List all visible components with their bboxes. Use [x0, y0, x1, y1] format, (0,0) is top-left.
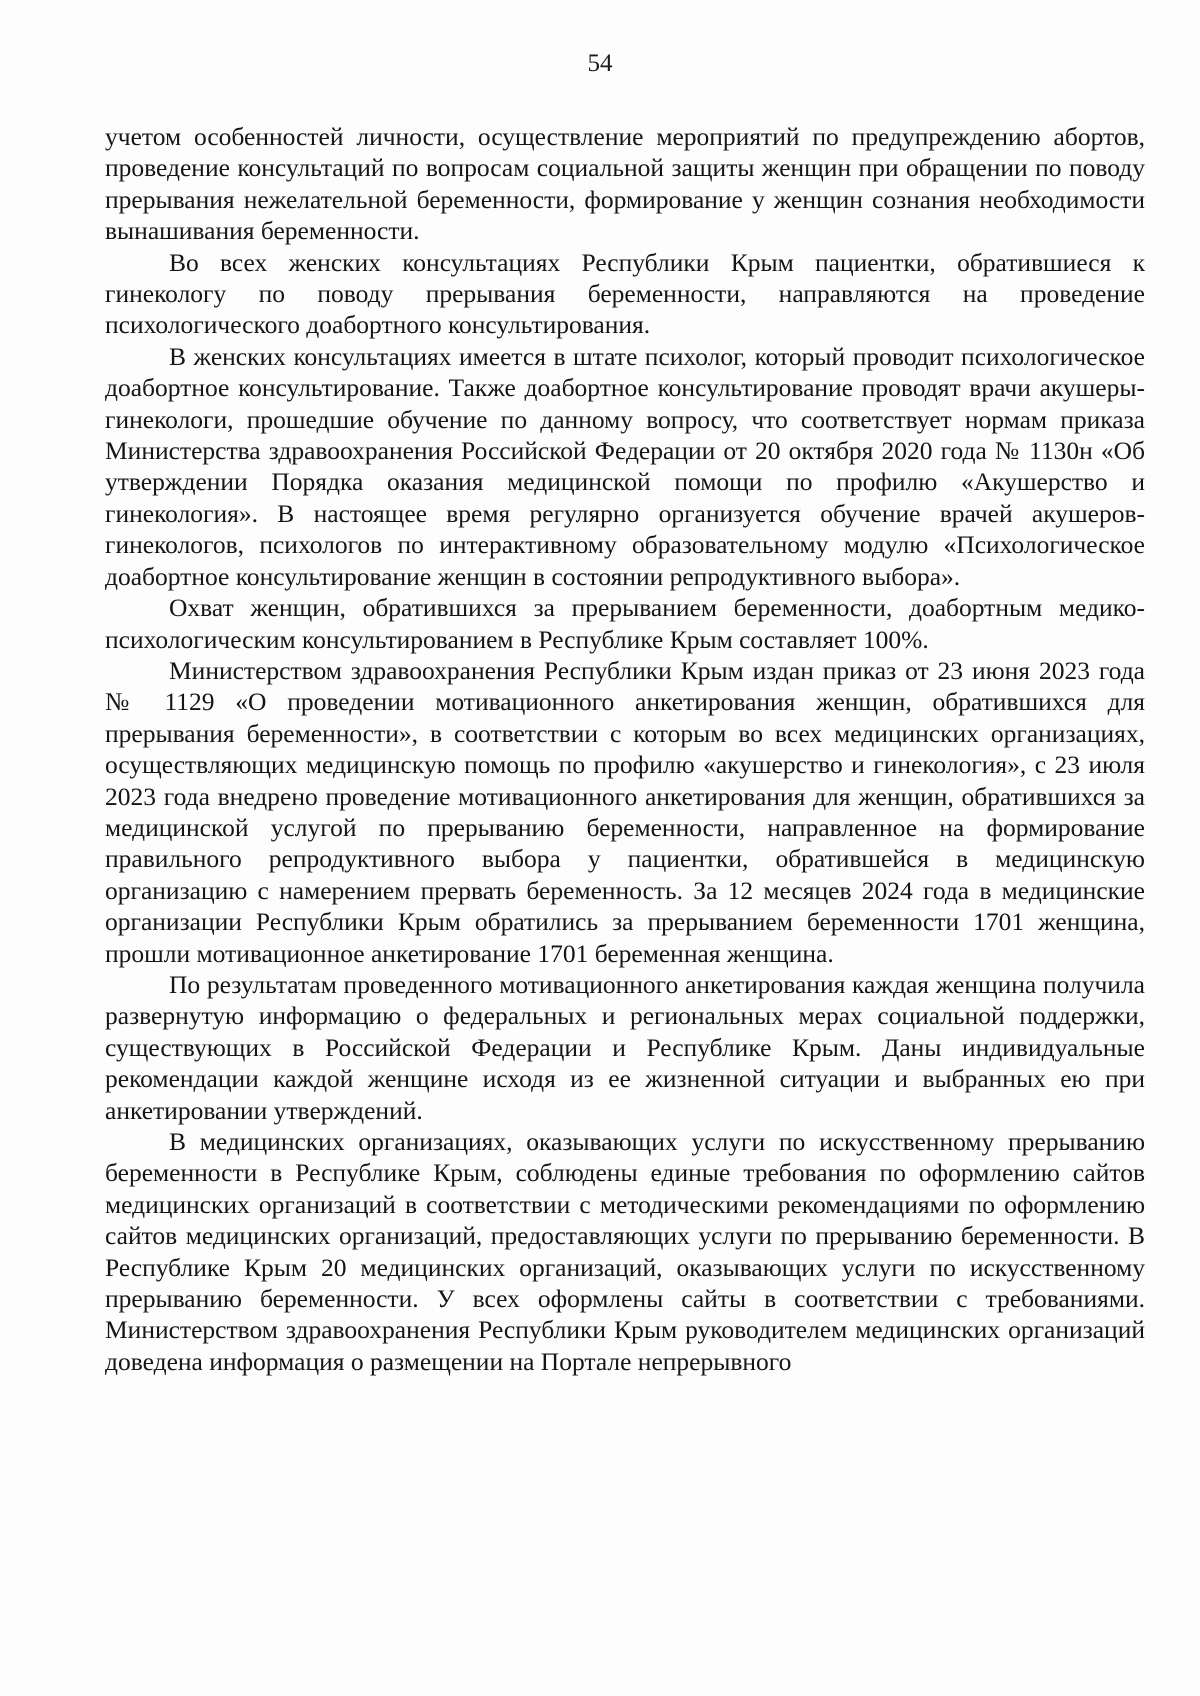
paragraph: Министерством здравоохранения Республики Крым издан приказ от 23 июня 2023 года № 1129 «О проведении мотивационного анкетирования женщин, обратившихся для прерывания беременности», в соответствии с которым во всех медицинских организациях, осуществляющих медицинскую помощь по профилю «акушерство и гинекология», с 23 июля 2023 года внедрено проведение мотивационного анкетирования для женщин, обратившихся за медицинской услугой по прерыванию беременности, направленное на формирование правильного репродуктивного выбора у пациентки, обратившейся в медицинскую организацию с намерением прервать беременность. За 12 месяцев 2024 года в медицинские организации Республики Крым обратились за прерыванием беременности 1701 женщина, прошли мотивационное анкетирование 1701 беременная женщина.	[105, 655, 1145, 968]
paragraph: В медицинских организациях, оказывающих услуги по искусственному прерыванию беременности в Республике Крым, соблюдены единые требования по оформлению сайтов медицинских организаций в соответствии с методическими рекомендациями по оформлению сайтов медицинских организаций, предоставляющих услуги по прерыванию беременности. В Республике Крым 20 медицинских организаций, оказывающих услуги по искусственному прерыванию беременности. У всех оформлены сайты в соответствии с требованиями. Министерством здравоохранения Республики Крым руководителем медицинских организаций доведена информация о размещении на Портале непрерывного	[105, 1127, 1145, 1376]
paragraph: По результатам проведенного мотивационного анкетирования каждая женщина получила развернутую информацию о федеральных и региональных мерах социальной поддержки, существующих в Российской Федерации и Республике Крым. Даны индивидуальные рекомендации каждой женщине исходя из ее жизненной ситуации и выбранных ею при анкетировании утверждений.	[105, 969, 1145, 1125]
page-number: 54	[587, 50, 613, 77]
paragraph: Во всех женских консультациях Республики Крым пациентки, обратившиеся к гинекологу по поводу прерывания беременности, направляются на проведение психологического доабортного консультирования.	[105, 247, 1145, 340]
paragraph-continued: учетом особенностей личности, осуществление мероприятий по предупреждению абортов, проведение консультаций по вопросам социальной защиты женщин при обращении по поводу прерывания нежелательной беременности, формирование у женщин сознания необходимости вынашивания беременности.	[105, 122, 1145, 246]
paragraph: В женских консультациях имеется в штате психолог, который проводит психологическое доабортное консультирование. Также доабортное консультирование проводят врачи акушеры-гинекологи, прошедшие обучение по данному вопросу, что соответствует нормам приказа Министерства здравоохранения Российской Федерации от 20 октября 2020 года № 1130н «Об утверждении Порядка оказания медицинской помощи по профилю «Акушерство и гинекология». В настоящее время регулярно организуется обучение врачей акушеров-гинекологов, психологов по интерактивному образовательному модулю «Психологическое доабортное консультирование женщин в состоянии репродуктивного выбора».	[105, 341, 1145, 591]
document-body	[105, 121, 1145, 1377]
paragraph: Охват женщин, обратившихся за прерыванием беременности, доабортным медико-психологическим консультированием в Республике Крым составляет 100%.	[105, 593, 1145, 654]
